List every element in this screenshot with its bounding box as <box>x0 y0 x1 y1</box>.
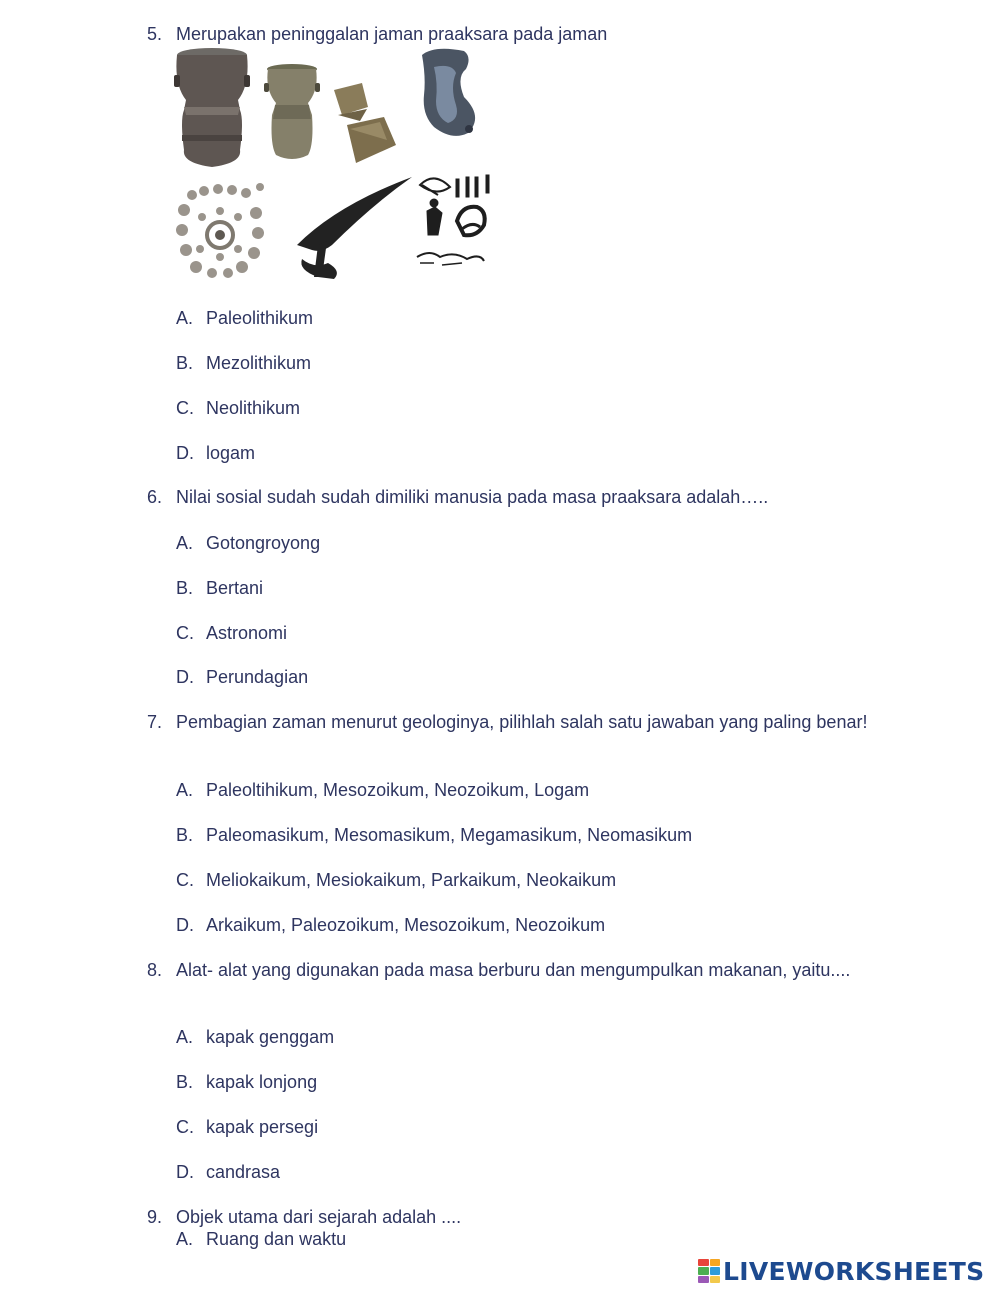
option-text: Perundagian <box>206 667 309 687</box>
option-letter: C. <box>176 870 194 890</box>
option-text: kapak lonjong <box>206 1072 318 1092</box>
option-letter: D. <box>176 915 194 935</box>
option-7c[interactable] <box>176 869 616 891</box>
question-number: 8. <box>147 960 163 980</box>
question-text: Merupakan peninggalan jaman praaksara pada jaman <box>176 24 608 44</box>
option-7a[interactable] <box>176 779 589 801</box>
option-6b[interactable] <box>176 577 263 599</box>
cave-painting-image <box>417 175 489 265</box>
question-number: 7. <box>147 712 163 732</box>
option-5d[interactable] <box>176 442 255 464</box>
option-text: Astronomi <box>206 623 288 643</box>
option-9a[interactable] <box>176 1228 346 1250</box>
question-text: Alat- alat yang digunakan pada masa berburu dan mengumpulkan makanan, yaitu.... <box>176 960 851 980</box>
option-8a[interactable] <box>176 1026 334 1048</box>
moko-drum-image <box>264 64 320 159</box>
option-5b[interactable] <box>176 352 311 374</box>
option-letter: D. <box>176 1162 194 1182</box>
option-letter: A. <box>176 533 194 553</box>
option-7b[interactable] <box>176 824 692 846</box>
option-letter: B. <box>176 353 194 373</box>
option-6a[interactable] <box>176 532 320 554</box>
option-7d[interactable] <box>176 914 605 936</box>
option-letter: D. <box>176 443 194 463</box>
option-text: Paleomasikum, Mesomasikum, Megamasikum, Neomasikum <box>206 825 693 845</box>
candrasa-image <box>297 177 412 279</box>
option-text: Ruang dan waktu <box>206 1229 347 1249</box>
kapak-persegi-image <box>334 83 396 163</box>
question-text: Pembagian zaman menurut geologinya, pilihlah salah satu jawaban yang paling benar! <box>176 712 868 732</box>
logo-text: LIVEWORKSHEETS <box>723 1256 985 1286</box>
logo-grid-icon <box>698 1259 720 1283</box>
option-text: Paleolithikum <box>206 308 314 328</box>
option-text: kapak persegi <box>206 1117 319 1137</box>
nekara-drum-image <box>174 48 250 167</box>
liveworksheets-logo[interactable] <box>698 1256 984 1286</box>
option-letter: A. <box>176 780 194 800</box>
option-letter: A. <box>176 308 194 328</box>
option-letter: C. <box>176 398 194 418</box>
question-number: 6. <box>147 487 163 507</box>
option-text: Neolithikum <box>206 398 301 418</box>
option-text: Meliokaikum, Mesiokaikum, Parkaikum, Neokaikum <box>206 870 617 890</box>
question-number: 9. <box>147 1207 163 1227</box>
option-letter: B. <box>176 825 194 845</box>
option-text: Bertani <box>206 578 264 598</box>
option-5c[interactable] <box>176 397 300 419</box>
option-letter: A. <box>176 1027 194 1047</box>
option-5a[interactable] <box>176 307 313 329</box>
option-text: logam <box>206 443 256 463</box>
option-letter: C. <box>176 1117 194 1137</box>
option-text: Paleoltihikum, Mesozoikum, Neozoikum, Logam <box>206 780 590 800</box>
stone-circle-image <box>176 183 264 278</box>
option-text: Gotongroyong <box>206 533 321 553</box>
option-text: Arkaikum, Paleozoikum, Mesozoikum, Neozoikum <box>206 915 606 935</box>
question-text: Nilai sosial sudah sudah dimiliki manusia pada masa praaksara adalah….. <box>176 487 769 507</box>
option-8d[interactable] <box>176 1161 280 1183</box>
option-text: kapak genggam <box>206 1027 335 1047</box>
option-letter: C. <box>176 623 194 643</box>
option-letter: B. <box>176 1072 194 1092</box>
question-text: Objek utama dari sejarah adalah .... <box>176 1207 462 1227</box>
option-6c[interactable] <box>176 622 287 644</box>
option-text: Mezolithikum <box>206 353 312 373</box>
option-letter: B. <box>176 578 194 598</box>
option-letter: D. <box>176 667 194 687</box>
option-8b[interactable] <box>176 1071 317 1093</box>
option-letter: A. <box>176 1229 194 1249</box>
bronze-vessel-image <box>422 49 475 136</box>
question-number: 5. <box>147 24 163 44</box>
option-6d[interactable] <box>176 666 308 688</box>
option-8c[interactable] <box>176 1116 318 1138</box>
option-text: candrasa <box>206 1162 281 1182</box>
artifacts-image <box>172 45 502 280</box>
